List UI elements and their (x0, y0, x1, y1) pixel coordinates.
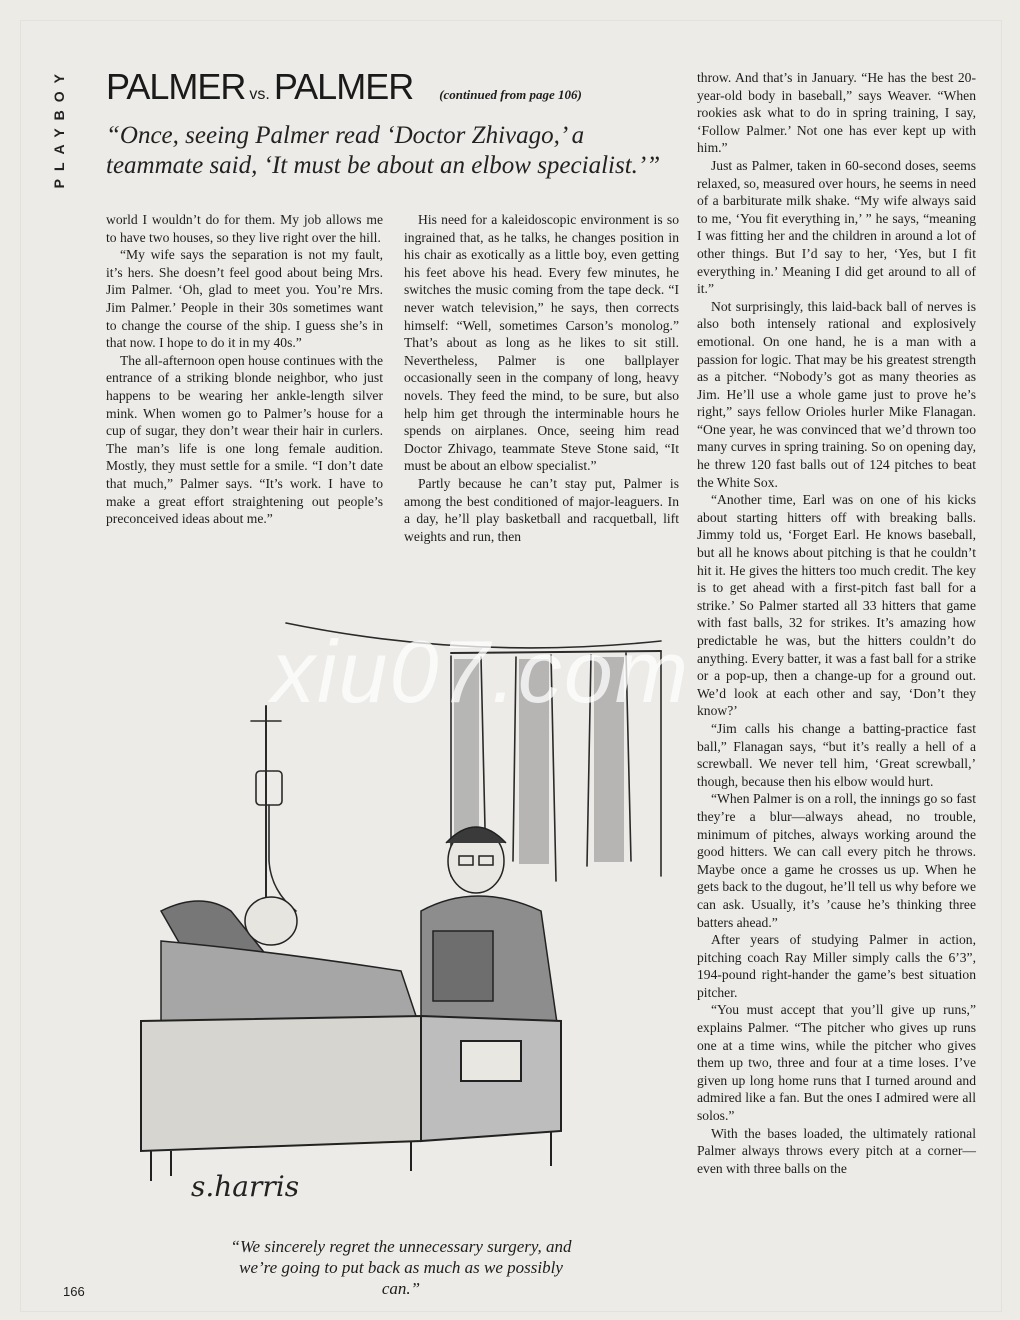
paragraph: throw. And that’s in January. “He has the best 20-year-old body in baseball,” says Weaver. “When rookies ask what to do in spring training, I say, ‘Follow Palmer.’ Not one has ever kept up with him.” (697, 70, 976, 156)
paragraph: Not surprisingly, this laid-back ball of nerves is also both intensely rational and explosively emotional. On one hand, he is a man with a passion for logic. That may be his greatest strength as a pitcher. “Nobody’s got as many theories as Jim. He’ll use a whole game just to prove he’s right,” says fellow Orioles hurler Mike Flanagan. “One year, he was convinced that we’d thrown too many curves in spring training. So on opening day, he threw 120 fast balls out of 124 pitches to beat the White Sox. (697, 298, 976, 490)
magazine-page (20, 20, 1002, 1312)
playboy-vertical-logo: PLAYBOY (51, 66, 67, 189)
paragraph: “Another time, Earl was on one of his kicks about starting hitters off with breaking balls. Jimmy told us, ‘Forget Earl. He knows baseball, but all he knows about pitching is that he couldn’t hit it. He gives the hitters too much credit. The key is to get ahead with a first-pitch fast ball for a strike.’ So Palmer started all 33 hitters that game with fast balls, 32 for strikes. It’s amazing how predictable he was, but the hitters couldn’t do anything. Every batter, it was a fast ball for a strike or a pop-up, then a change-up for a ground out. We’d look at each other and say, ‘Don’t they know?’ (697, 492, 976, 719)
article-header (106, 66, 686, 108)
continued-note: (continued from page 106) (439, 87, 582, 102)
hospital-cartoon-illustration (121, 611, 681, 1231)
watermark: xiu07.com (271, 622, 691, 721)
title-vs: vs. (249, 86, 270, 103)
text-column-2 (404, 211, 679, 545)
article-title (106, 66, 413, 108)
paragraph: “When Palmer is on a roll, the innings go so fast they’re a blur—always ahead, no trouble, minimum of pitches, always working around the good hitters. We can call every pitch he throws. Maybe once a game he crosses us up. When he gets back to the dugout, he’ll tell us why before we can ask. Usually, it’s ’cause he’s thinking three batters ahead.” (697, 791, 976, 930)
pull-quote: “Once, seeing Palmer read ‘Doctor Zhivago,’ a teammate said, ‘It must be about an elbow specialist.’” (106, 122, 661, 179)
paragraph: After years of studying Palmer in action, pitching coach Ray Miller simply calls the 6’3”, 194-pound right-hander the game’s best situation pitcher. (697, 932, 976, 1000)
paragraph: Partly because he can’t stay put, Palmer is among the best conditioned of major-leaguers. In a day, he’ll play basketball and racquetball, lift weights and run, then (404, 475, 679, 544)
cartoon-caption: “We sincerely regret the unnecessary surgery, and we’re going to put back as much as we possibly can.” (230, 1237, 572, 1298)
title-right: PALMER (273, 66, 414, 107)
paragraph: “You must accept that you’ll give up runs,” explains Palmer. “The pitcher who gives up runs one at a time wins, while the pitcher who gives them up two, three and four at a time loses. I’ve given up long home runs that I turned around and admired like a fan. But the ones I admired were all solos.” (697, 1002, 976, 1124)
paragraph: “Jim calls his change a batting-practice fast ball,” Flanagan says, “but it’s really a hell of a screwball. We never tell him, ‘Great screwball,’ though, because then his elbow would hurt. (697, 720, 976, 789)
paragraph: world I wouldn’t do for them. My job allows me to have two houses, so they live right over the hill. (106, 212, 383, 245)
paragraph: His need for a kaleidoscopic environment is so ingrained that, as he talks, he changes position in his chair as exotically as a little boy, even getting his feet above his head. Every few minutes, he switches the music coming from the tape deck. “I never watch television,” he says, then corrects himself: “Well, sometimes Carson’s monolog.” That’s about as long as he likes to sit still. Nevertheless, Palmer is one ballplayer occasionally seen in the company of long, heavy novels. They feed the mind, to be sure, but also help him get through the interminable hours he spends on airplanes. Once, seeing him read Doctor Zhivago, teammate Steve Stone said, “It must be about an elbow specialist.” (404, 212, 679, 474)
title-left: PALMER (106, 66, 246, 107)
paragraph: The all-afternoon open house continues with the entrance of a striking blonde neighbor, who just happens to be wearing her ankle-length silver mink. When women go to Palmer’s house for a cup of sugar, they don’t wear their hair in curlers. The man’s life is one long female audition. Mostly, they must settle for a smile. “I don’t date that much,” Palmer says. “It’s work. I have to make a great effort straightening out people’s preconceived ideas about me.” (106, 352, 383, 527)
text-column-3 (697, 69, 976, 1177)
text-column-1 (106, 211, 383, 528)
page-number: 166 (63, 1284, 85, 1299)
cartoonist-signature: s.harris (191, 1170, 300, 1203)
paragraph: “My wife says the separation is not my fault, it’s hers. She doesn’t feel good about being Mrs. Jim Palmer. ‘Oh, glad to meet you. You’re Mrs. Jim Palmer.’ People in their 30s sometimes want to change the course of the ship. I guess she’s in that now. I hope to do it in my 40s.” (106, 247, 383, 351)
paragraph: Just as Palmer, taken in 60-second doses, seems relaxed, so, measured over hours, he seems in need of a barbiturate milk shake. “My wife always said to me, ‘You fit everything in,’ ” he says, “meaning I was fitting her and the children in around a lot of other things. But I’d say to her, ‘Yes, but I fit everything in.’ Meaning I did get around to all of it.” (697, 157, 976, 297)
paragraph: With the bases loaded, the ultimately rational Palmer always throws every pitch at a corner—even with three balls on the (697, 1125, 976, 1176)
